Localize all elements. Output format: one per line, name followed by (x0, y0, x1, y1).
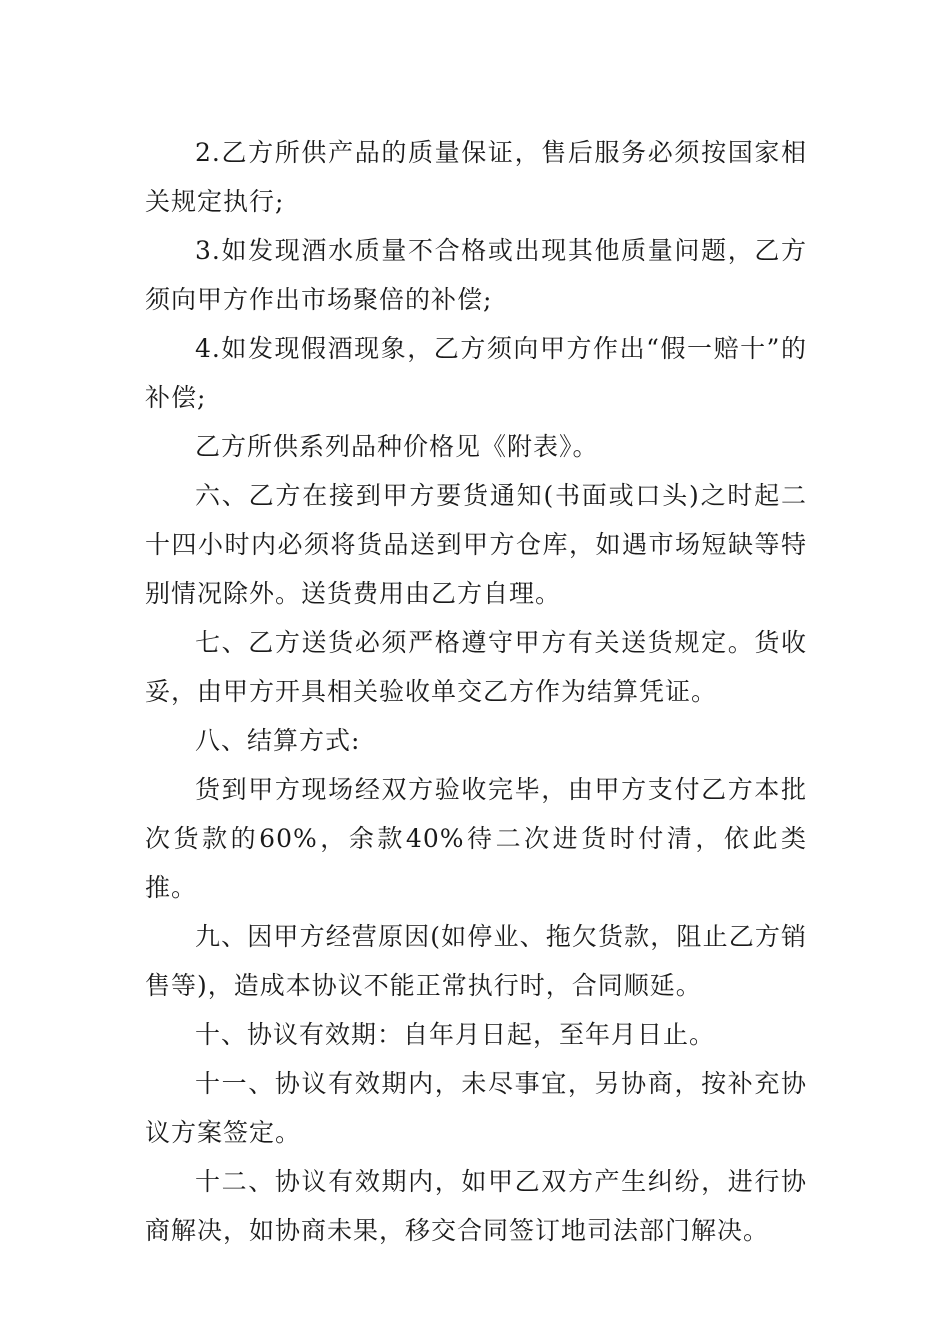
clause-quality-guarantee: 2.乙方所供产品的质量保证，售后服务必须按国家相关规定执行; (145, 138, 807, 216)
clause-price-list: 乙方所供系列品种价格见《附表》。 (195, 432, 599, 461)
clause-ten-validity-period: 十、协议有效期：自年月日起，至年月日止。 (195, 1020, 716, 1049)
clause-counterfeit-compensation: 4.如发现假酒现象，乙方须向甲方作出“假一赔十”的补偿; (145, 334, 807, 412)
clause-eight-settlement-terms: 货到甲方现场经双方验收完毕，由甲方支付乙方本批次货款的60%，余款40%待二次进货时付清，依此类推。 (145, 775, 807, 902)
clause-twelve-disputes: 十二、协议有效期内，如甲乙双方产生纠纷，进行协商解决，如协商未果，移交合同签订地司法部门解决。 (145, 1167, 807, 1245)
clause-eleven-supplement: 十一、协议有效期内，未尽事宜，另协商，按补充协议方案签定。 (145, 1069, 807, 1147)
document-body (145, 128, 807, 1255)
clause-seven-delivery-rules: 七、乙方送货必须严格遵守甲方有关送货规定。货收妥，由甲方开具相关验收单交乙方作为结算凭证。 (145, 628, 807, 706)
clause-six-delivery: 六、乙方在接到甲方要货通知(书面或口头)之时起二十四小时内必须将货品送到甲方仓库，如遇市场短缺等特别情况除外。送货费用由乙方自理。 (145, 481, 807, 608)
clause-nine-postponement: 九、因甲方经营原因(如停业、拖欠货款，阻止乙方销售等)，造成本协议不能正常执行时，合同顺延。 (145, 922, 807, 1000)
clause-quality-compensation: 3.如发现酒水质量不合格或出现其他质量问题，乙方须向甲方作出市场聚倍的补偿; (145, 236, 807, 314)
clause-eight-settlement-heading: 八、结算方式: (195, 726, 361, 755)
